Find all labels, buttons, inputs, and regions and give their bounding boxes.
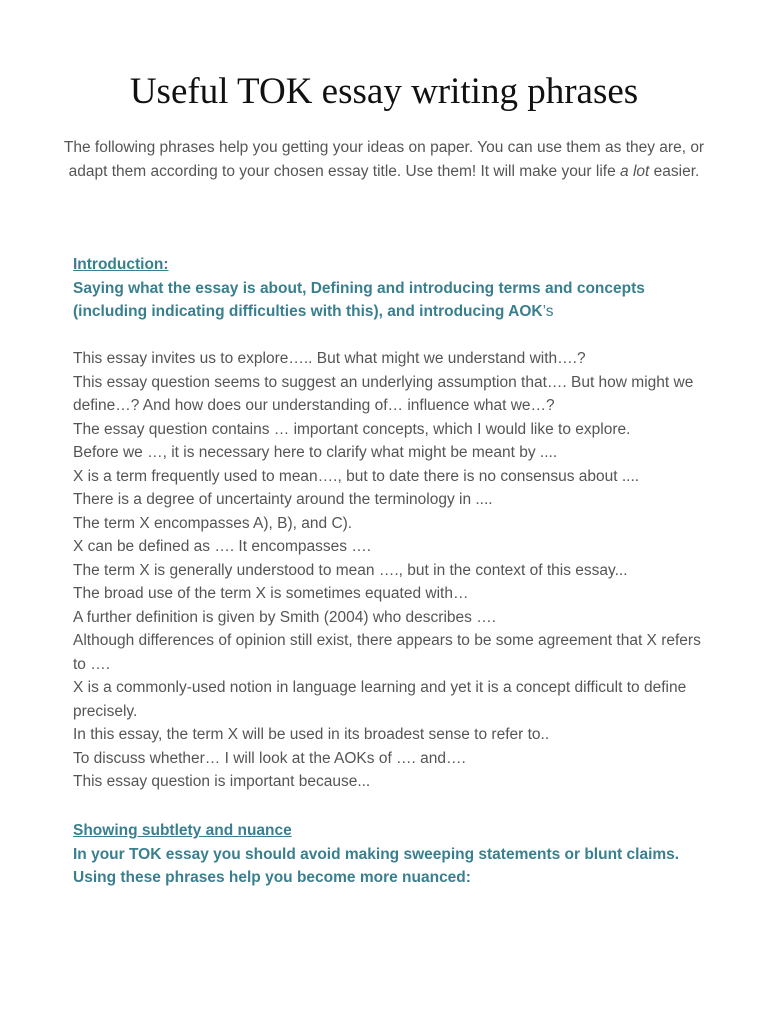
intro-paragraph [60,136,708,183]
introduction-heading[interactable]: Introduction: [73,256,169,273]
phrase-item: The term X is generally understood to mean …., but in the context of this essay... [73,561,628,579]
intro-text-end: easier. [649,162,700,180]
phrase-item: To discuss whether… I will look at the AOKs of …. and…. [73,749,466,767]
introduction-phrase-list [73,347,713,794]
phrase-item: This essay invites us to explore….. But what might we understand with….? [73,350,586,367]
document-title: Useful TOK essay writing phrases [129,71,639,112]
phrase-item: A further definition is given by Smith (2004) who describes …. [73,608,497,626]
nuance-section [73,819,703,890]
introduction-subheading [73,277,703,324]
nuance-heading[interactable]: Showing subtlety and nuance [73,822,292,839]
nuance-line-1: In your TOK essay you should avoid making sweeping statements or blunt claims. [73,845,680,863]
phrase-item: The essay question contains … important concepts, which I would like to explore. [73,420,631,438]
phrase-item: X is a term frequently used to mean…., but to date there is no consensus about .... [73,467,640,485]
phrase-item: The broad use of the term X is sometimes equated with… [73,585,469,602]
phrase-item: The term X encompasses A), B), and C). [73,514,353,532]
phrase-item: This essay question seems to suggest an underlying assumption that…. But how might we define…? And how does our understanding of… influence what we…? [73,373,694,414]
phrase-item: X can be defined as …. It encompasses …. [73,538,372,555]
introduction-subheading-suffix: ’s [542,303,554,320]
introduction-subheading-text: Saying what the essay is about, Defining and introducing terms and concepts (including indicating difficulties with this), and introducing AOK [73,279,645,320]
phrase-item: Before we …, it is necessary here to clarify what might be meant by .... [73,444,558,461]
intro-text: The following phrases help you getting your ideas on paper. You can use them as they are, or adapt them according to your chosen essay title. Use them! It will make your life [63,139,705,180]
phrase-item: In this essay, the term X will be used in its broadest sense to refer to.. [73,726,550,743]
nuance-line-2: Using these phrases help you become more nuanced: [73,869,471,886]
phrase-item: There is a degree of uncertainty around the terminology in .... [73,491,493,508]
phrase-item: X is a commonly-used notion in language learning and yet it is a concept difficult to define precisely. [73,679,687,720]
phrase-item: This essay question is important because... [73,773,371,790]
phrase-item: Although differences of opinion still exist, there appears to be some agreement that X refers to …. [73,632,701,673]
intro-emphasis: a lot [620,162,650,180]
introduction-section [73,253,703,324]
